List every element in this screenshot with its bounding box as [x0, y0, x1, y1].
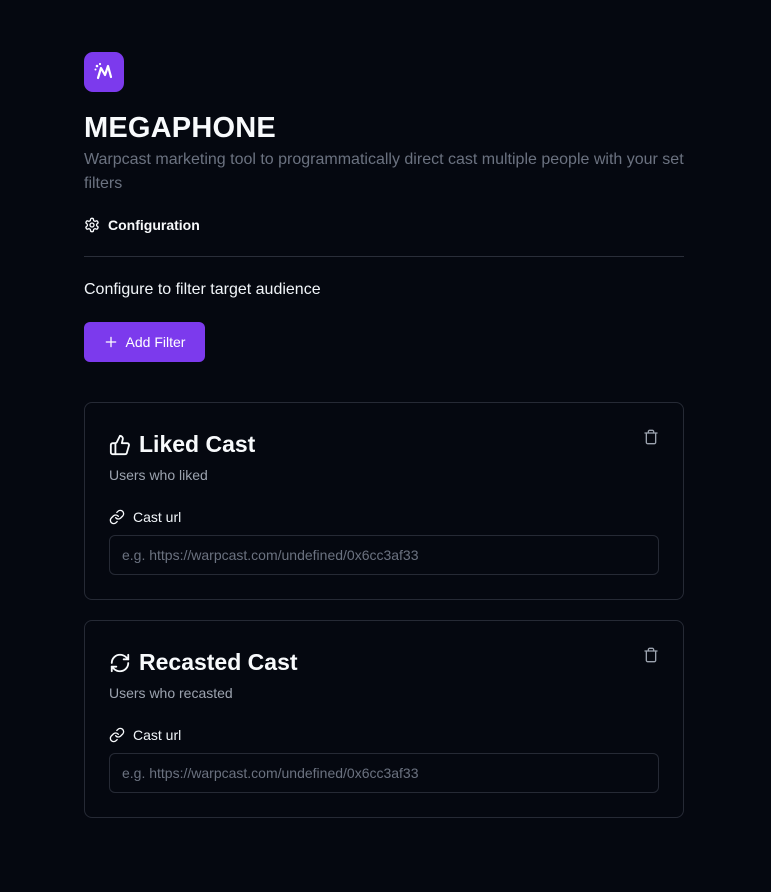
cast-url-input[interactable]	[109, 535, 659, 575]
link-icon	[109, 509, 125, 525]
add-filter-label: Add Filter	[125, 334, 186, 350]
trash-icon	[643, 429, 659, 445]
tab-configuration[interactable]	[84, 217, 200, 233]
section-description: Configure to filter target audience	[84, 281, 321, 298]
filter-card-description: Users who liked	[109, 467, 208, 483]
filter-card-title: Liked Cast	[139, 431, 256, 457]
tab-configuration-label: Configuration	[108, 217, 200, 233]
plus-icon	[104, 335, 118, 349]
filter-card-description: Users who recasted	[109, 685, 233, 701]
filter-card-title: Recasted Cast	[139, 649, 298, 675]
filter-card-heading	[109, 649, 298, 676]
thumbs-up-icon	[109, 434, 131, 456]
app-subtitle: Warpcast marketing tool to programmatically direct cast multiple people with your set filters	[84, 151, 684, 192]
refresh-icon	[109, 652, 131, 674]
add-filter-button[interactable]	[84, 322, 205, 362]
cast-url-label	[109, 509, 181, 525]
megaphone-logo-icon	[84, 52, 124, 92]
divider	[84, 256, 684, 257]
cast-url-label-text: Cast url	[133, 509, 182, 525]
cast-url-label-text: Cast url	[133, 727, 182, 743]
cast-url-label	[109, 727, 181, 743]
delete-filter-button[interactable]	[641, 645, 661, 665]
cast-url-input[interactable]	[109, 753, 659, 793]
app-title: MEGAPHONE	[84, 112, 276, 144]
gear-icon	[84, 217, 100, 233]
filter-card-heading	[109, 431, 255, 458]
link-icon	[109, 727, 125, 743]
filter-card-liked-cast	[84, 402, 684, 600]
delete-filter-button[interactable]	[641, 427, 661, 447]
trash-icon	[643, 647, 659, 663]
filter-card-recasted-cast	[84, 620, 684, 818]
